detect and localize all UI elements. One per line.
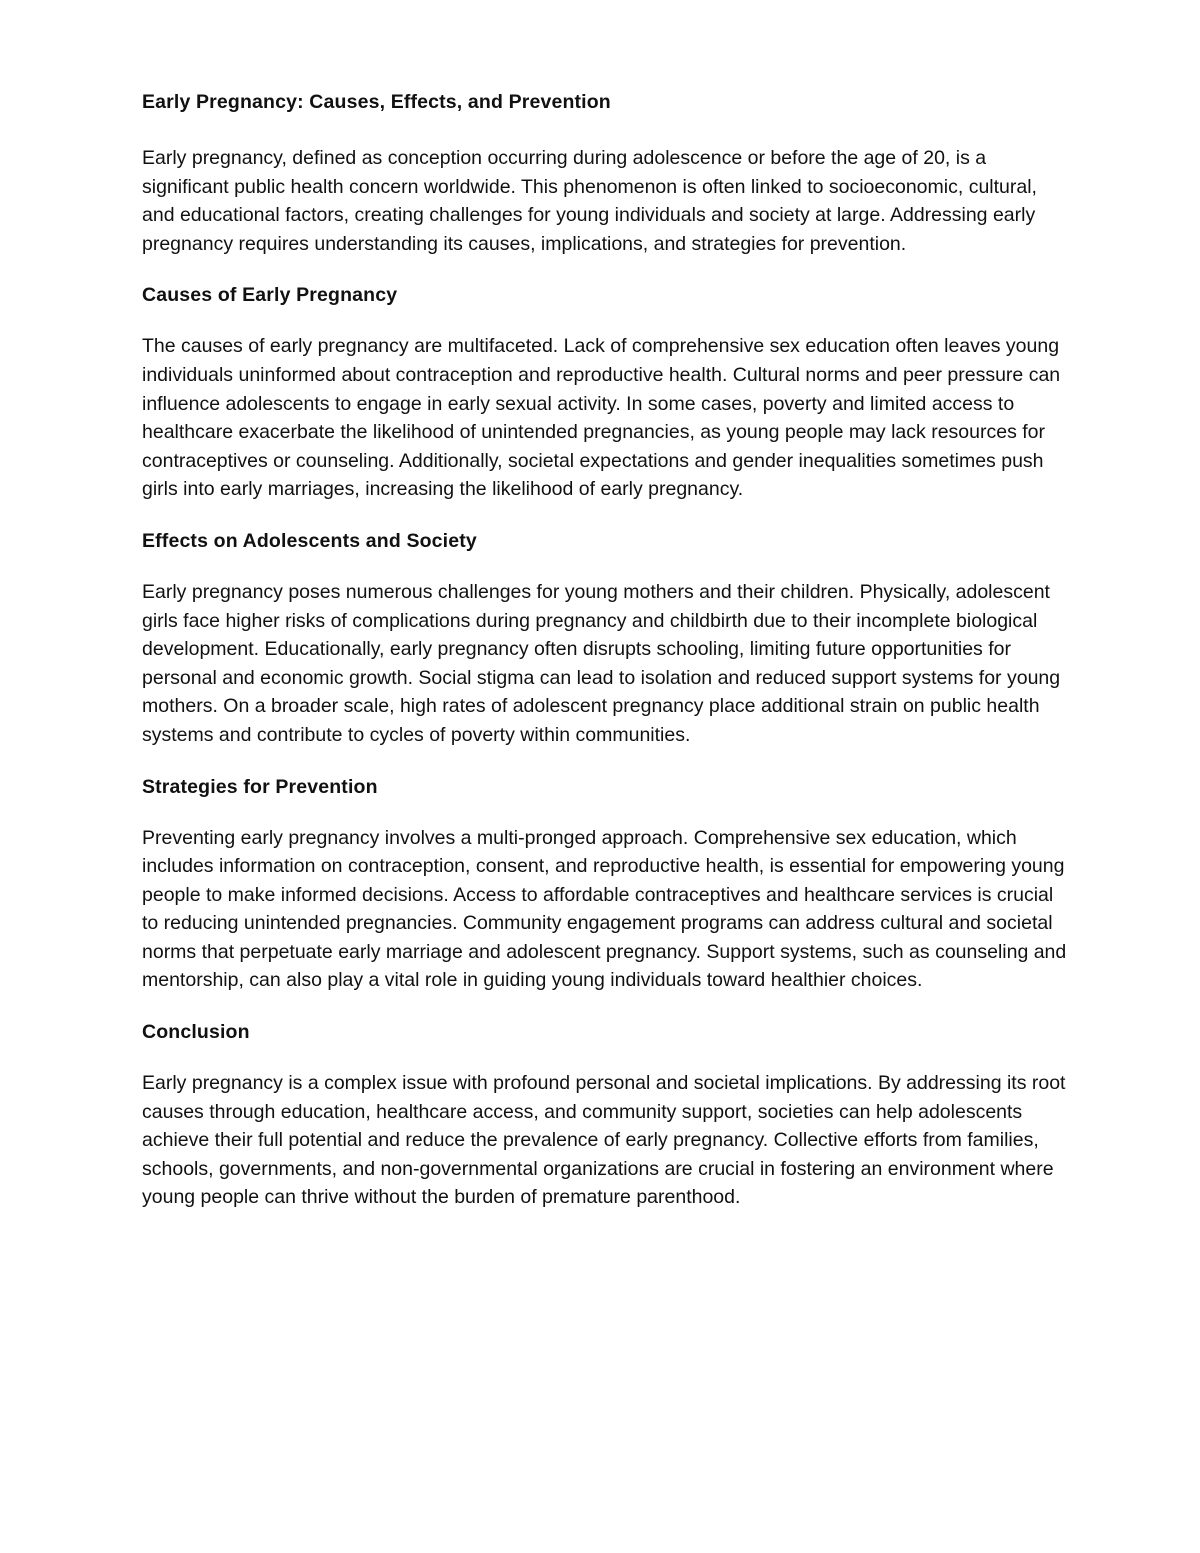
intro-paragraph: Early pregnancy, defined as conception occurring during adolescence or before the age of 20, is a significant public health concern worldwide. This phenomenon is often linked to socioeconomic, cultural, and educational factors, creating challenges for young individuals and society at large. Addressing early pregnancy requires understanding its causes, implications, and strategies for prevention. [142,147,1037,255]
section-heading-effects: Effects on Adolescents and Society [142,529,477,552]
document-page [142,88,1067,1235]
section-heading-conclusion: Conclusion [142,1021,250,1044]
section-body-prevention: Preventing early pregnancy involves a multi-pronged approach. Comprehensive sex education, which includes information on contraception, consent, and reproductive health, is essential for empowering young people to make informed decisions. Access to affordable contraceptives and healthcare services is crucial to reducing unintended pregnancies. Community engagement programs can address cultural and societal norms that perpetuate early marriage and adolescent pregnancy. Support systems, such as counseling and mentorship, can also play a vital role in guiding young individuals toward healthier choices. [142,826,1067,992]
section-heading-prevention: Strategies for Prevention [142,775,378,798]
section-heading-causes: Causes of Early Pregnancy [142,284,398,307]
section-body-effects: Early pregnancy poses numerous challenges for young mothers and their children. Physically, adolescent girls face higher risks of complications during pregnancy and childbirth due to their incomplete biological development. Educationally, early pregnancy often disrupts schooling, limiting future opportunities for personal and economic growth. Social stigma can lead to isolation and reduced support systems for young mothers. On a broader scale, high rates of adolescent pregnancy place additional strain on public health systems and contribute to cycles of poverty within communities. [142,580,1061,746]
section-body-conclusion: Early pregnancy is a complex issue with profound personal and societal implications. By addressing its root causes through education, healthcare access, and community support, societies can help adolescents achieve their full potential and reduce the prevalence of early pregnancy. Collective efforts from families, schools, governments, and non-governmental organizations are crucial in fostering an environment where young people can thrive without the burden of premature parenthood. [142,1072,1066,1209]
document-title: Early Pregnancy: Causes, Effects, and Prevention [142,91,611,113]
section-body-causes: The causes of early pregnancy are multifaceted. Lack of comprehensive sex education often leaves young individuals uninformed about contraception and reproductive health. Cultural norms and peer pressure can influence adolescents to engage in early sexual activity. In some cases, poverty and limited access to healthcare exacerbate the likelihood of unintended pregnancies, as young people may lack resources for contraceptives or counseling. Additionally, societal expectations and gender inequalities sometimes push girls into early marriages, increasing the likelihood of early pregnancy. [142,335,1061,501]
